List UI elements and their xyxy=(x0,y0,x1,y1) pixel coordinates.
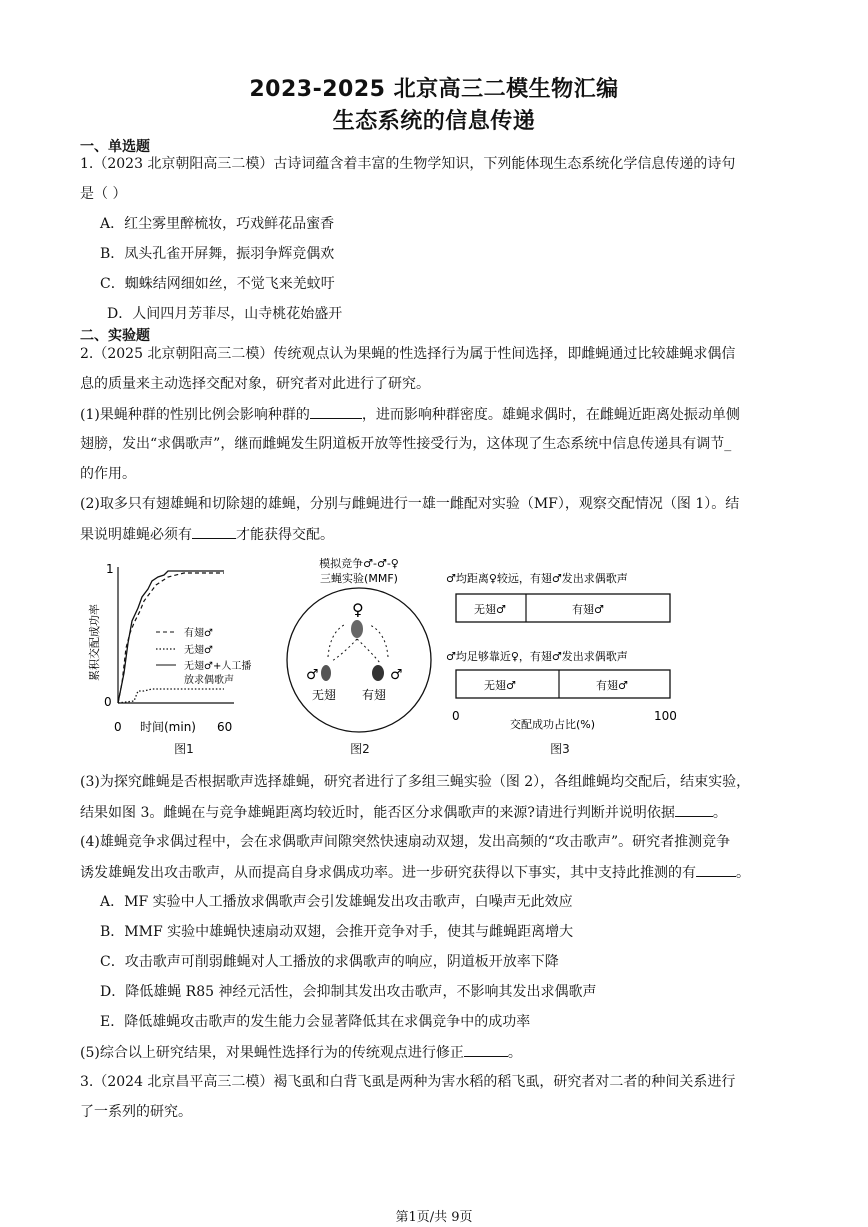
fig1-y-top-label: 1 xyxy=(106,562,114,576)
q3-line2: 了一系列的研究。 xyxy=(80,1104,192,1120)
fig1-y-axis-label: 累积交配成功率 xyxy=(88,604,101,681)
fig1-x-left-label: 0 xyxy=(114,720,122,734)
q2-part3-text-b: 。 xyxy=(712,805,727,821)
q2-part2-line2 xyxy=(80,524,795,545)
fig2-path-right xyxy=(357,639,380,663)
q2-part4-line2 xyxy=(80,862,795,883)
fig3-bar-2-right: 有翅♂ xyxy=(596,679,628,692)
q2-part1-text-a: (1)果蝇种群的性别比例会影响种群的 xyxy=(80,407,310,423)
fig1-legend-4: 放求偶歌声 xyxy=(184,675,234,686)
fig2-path-left xyxy=(332,639,357,661)
fig1-legend-3: 无翅♂+人工播 xyxy=(184,661,252,672)
q2-part3-text-a: 结果如图 3。雌蝇在与竞争雄蝇距离均较近时，能否区分求偶歌声的来源?请进行判断并说明依据 xyxy=(80,805,675,821)
q2-part4-option-c: C．攻击歌声可削弱雌蝇对人工播放的求偶歌声的响应，阴道板开放率下降 xyxy=(100,954,559,970)
answer-blank-5[interactable] xyxy=(464,1042,508,1057)
answer-blank-1[interactable] xyxy=(310,404,362,419)
fig3-bar-1-left: 无翅♂ xyxy=(474,603,506,616)
answer-blank-3[interactable] xyxy=(675,802,713,817)
fig2-female-fly-icon xyxy=(351,620,363,638)
fig3-bar-2-left: 无翅♂ xyxy=(484,679,516,692)
q2-part4-line1: (4)雄蝇竞争求偶过程中，会在求偶歌声间隙突然快速扇动双翅，发出高频的“攻击歌声”。研究者推测竞争 xyxy=(80,834,731,850)
fig1-x-axis-label: 时间(min) xyxy=(140,720,196,734)
figure-2-caption: 图2 xyxy=(350,742,370,756)
figure-3-caption: 图3 xyxy=(550,742,570,756)
fig2-right-label: 有翅 xyxy=(362,688,387,702)
fig2-right-male-symbol: ♂ xyxy=(390,667,403,683)
section-heading-single-choice: 一、单选题 xyxy=(80,139,150,155)
fig1-y-bottom-label: 0 xyxy=(104,695,112,709)
fig3-axis-max: 100 xyxy=(654,709,677,723)
fig2-female-symbol: ♀ xyxy=(352,600,364,619)
q2-intro-line1: 2.（2025 北京朝阳高三二模）传统观点认为果蝇的性选择行为属于性间选择，即雌蝇通过比较雄蝇求偶信 xyxy=(80,346,736,362)
q2-part2-text-b: 才能获得交配。 xyxy=(236,527,334,543)
page-subtitle: 生态系统的信息传递 xyxy=(332,109,536,134)
q2-part1-line2: 翅膀，发出“求偶歌声”，继而雌蝇发生阴道板开放等性接受行为，这体现了生态系统中信息传递具有调节_ xyxy=(80,436,732,452)
fig2-title-line2: 三蝇实验(MMF) xyxy=(320,572,398,585)
fig1-x-right-label: 60 xyxy=(217,720,233,734)
fig2-title-line1: 模拟竞争♂-♂-♀ xyxy=(319,557,399,570)
fig2-left-label: 无翅 xyxy=(312,688,337,702)
q2-part1-line3: 的作用。 xyxy=(80,466,136,482)
answer-blank-2[interactable] xyxy=(192,524,236,539)
fig3-condition-1: ♂均距离♀较远，有翅♂发出求偶歌声 xyxy=(446,572,628,585)
section-heading-experiment: 二、实验题 xyxy=(80,328,150,344)
q2-part1-text-b: ，进而影响种群密度。雄蝇求偶时，在雌蝇近距离处振动单侧 xyxy=(361,407,740,423)
fig1-curve-wingless xyxy=(118,689,224,703)
q2-part3-line2 xyxy=(80,802,795,823)
q2-part5-text-b: 。 xyxy=(507,1045,522,1061)
fig1-legend-2: 无翅♂ xyxy=(184,645,213,656)
q1-option-d: D．人间四月芳菲尽，山寺桃花始盛开 xyxy=(107,306,343,322)
q2-part3-line1: (3)为探究雌蝇是否根据歌声选择雄蝇，研究者进行了多组三蝇实验（图 2），各组雌蝇均交配后，结束实验， xyxy=(80,774,751,790)
fig2-wingless-fly-icon xyxy=(321,665,331,681)
q2-part4-option-d: D．降低雄蝇 R85 神经元活性，会抑制其发出攻击歌声，不影响其发出求偶歌声 xyxy=(100,984,597,1000)
figure-1-chart xyxy=(84,553,254,743)
page-footer: 第1页/共 9页 xyxy=(395,1210,473,1225)
fig2-path-left-arc xyxy=(328,625,344,657)
q2-part5-line xyxy=(80,1042,795,1063)
q2-part4-option-e: E．降低雄蝇攻击歌声的发生能力会显著降低其在求偶竞争中的成功率 xyxy=(100,1014,531,1030)
q3-line1: 3.（2024 北京昌平高三二模）褐飞虱和白背飞虱是两种为害水稻的稻飞虱，研究者对二者的种间关系进行 xyxy=(80,1074,736,1090)
q2-part2-line1: (2)取多只有翅雄蝇和切除翅的雄蝇，分别与雌蝇进行一雄一雌配对实验（MF），观察交配情况（图 1）。结 xyxy=(80,496,740,512)
q2-part4-option-a: A．MF 实验中人工播放求偶歌声会引发雄蝇发出攻击歌声，白噪声无此效应 xyxy=(100,894,573,910)
fig3-axis-min: 0 xyxy=(452,709,460,723)
q1-option-c: C．蜘蛛结网细如丝，不觉飞来羌蚊吁 xyxy=(100,276,335,292)
fig2-winged-fly-icon xyxy=(372,665,384,681)
fig2-left-male-symbol: ♂ xyxy=(306,667,319,683)
q1-stem-line1: 1.（2023 北京朝阳高三二模）古诗词蕴含着丰富的生物学知识，下列能体现生态系统化学信息传递的诗句 xyxy=(80,156,736,172)
q2-part5-text-a: (5)综合以上研究结果，对果蝇性选择行为的传统观点进行修正 xyxy=(80,1045,464,1061)
fig3-condition-2: ♂均足够靠近♀，有翅♂发出求偶歌声 xyxy=(446,650,628,663)
q2-part4-text-b: 。 xyxy=(736,865,750,881)
figure-2-diagram xyxy=(284,553,434,743)
answer-blank-4[interactable] xyxy=(696,862,736,877)
fig3-x-axis-label: 交配成功占比(%) xyxy=(510,718,596,731)
q1-stem-line2: 是（ ） xyxy=(80,186,127,202)
figure-3-chart xyxy=(446,566,686,736)
q2-part4-text-a: 诱发雄蝇发出攻击歌声，从而提高自身求偶成功率。进一步研究获得以下事实，其中支持此推测的有 xyxy=(80,865,696,881)
page-title: 2023-2025 北京高三二模生物汇编 xyxy=(249,77,619,102)
fig2-path-right-arc xyxy=(370,625,388,657)
figure-1-caption: 图1 xyxy=(174,742,194,756)
q2-part2-text-a: 果说明雄蝇必须有 xyxy=(80,527,192,543)
q1-option-b: B．凤头孔雀开屏舞，振羽争辉竞偶欢 xyxy=(100,246,335,262)
fig3-bar-1-right: 有翅♂ xyxy=(572,603,604,616)
q2-part1-line1 xyxy=(80,404,795,425)
fig1-legend-1: 有翅♂ xyxy=(184,628,213,639)
q2-intro-line2: 息的质量来主动选择交配对象，研究者对此进行了研究。 xyxy=(80,376,430,392)
q2-part4-option-b: B．MMF 实验中雄蝇快速扇动双翅，会推开竞争对手，使其与雌蝇距离增大 xyxy=(100,924,574,940)
q1-option-a: A．红尘雾里醉梳妆，巧戏鲜花品蜜香 xyxy=(100,216,335,232)
